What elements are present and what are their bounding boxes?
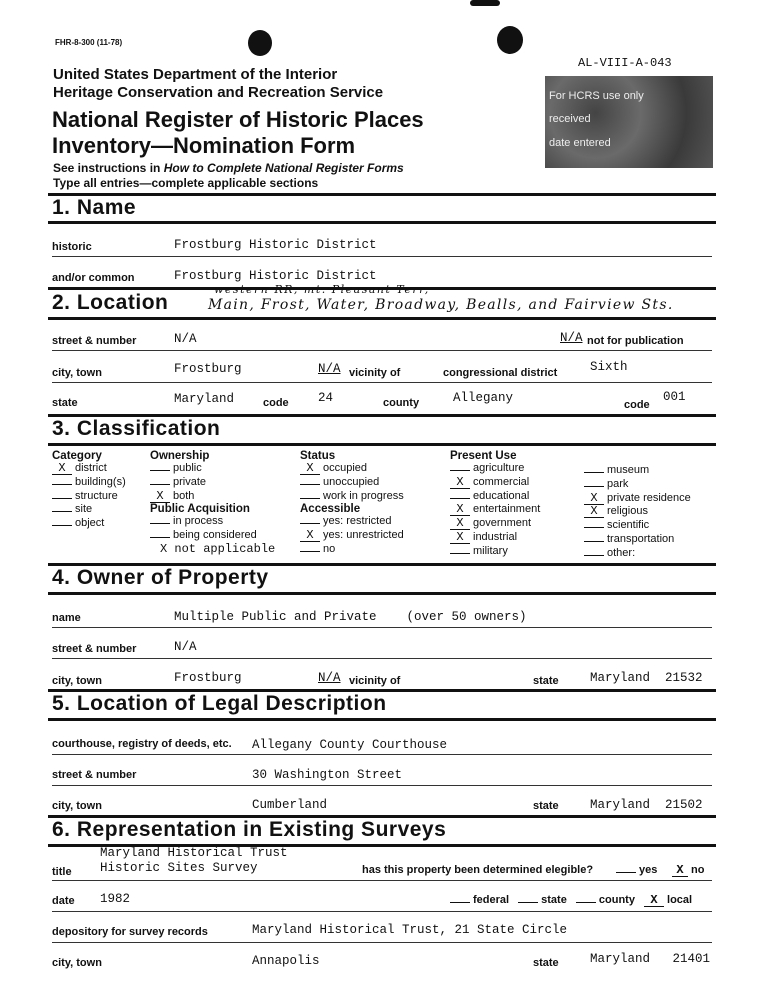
- courthouse-label: courthouse, registry of deeds, etc.: [52, 738, 232, 750]
- survey-state-label: state: [533, 957, 559, 969]
- option-label: educational: [473, 489, 530, 502]
- county-label: county: [383, 397, 420, 409]
- checkbox-mark: [150, 484, 170, 485]
- checkbox-option: [450, 517, 540, 531]
- eligibility-yes: yes: [616, 864, 657, 876]
- checkbox-option: [584, 505, 691, 519]
- checkbox-option: [52, 462, 126, 476]
- vicinity-label: vicinity of: [349, 367, 401, 379]
- checkbox-mark: [300, 551, 320, 552]
- checkbox-option: [150, 490, 275, 504]
- checkbox-option: [450, 503, 540, 517]
- option-label: military: [473, 544, 508, 557]
- owner-city-value: Frostburg: [174, 671, 242, 685]
- date-entered-label: date entered: [549, 137, 611, 149]
- county-code-value: 001: [663, 390, 686, 404]
- department-name: United States Department of the Interior: [53, 66, 338, 83]
- instructions-line2: Type all entries—complete applicable sections: [53, 176, 319, 190]
- checkbox-mark: X: [300, 530, 320, 542]
- option-label: in process: [173, 515, 224, 528]
- state-code-label: code: [263, 397, 289, 409]
- option-label: site: [75, 503, 93, 516]
- survey-date-value: 1982: [100, 892, 131, 906]
- checkbox-option: [584, 492, 691, 506]
- checkbox-option: [150, 529, 275, 543]
- depository-value: Maryland Historical Trust, 21 State Circle: [252, 923, 568, 937]
- street-number-label: street & number: [52, 335, 137, 347]
- owner-vicinity-label: vicinity of: [349, 675, 401, 687]
- option-label: being considered: [173, 529, 257, 542]
- checkbox-mark: [52, 498, 72, 499]
- eligibility-no: X no: [672, 864, 704, 877]
- present-use-column-2: [584, 464, 691, 561]
- ownership-column: [150, 450, 275, 556]
- section-6-title: 6. Representation in Existing Surveys: [52, 818, 447, 841]
- legal-street-label: street & number: [52, 769, 137, 781]
- option-label: object: [75, 517, 105, 530]
- survey-title-label: title: [52, 866, 72, 878]
- option-label: museum: [607, 464, 650, 476]
- legal-state-value: Maryland 21502: [590, 798, 703, 812]
- service-name: Heritage Conservation and Recreation Service: [53, 84, 384, 101]
- checkbox-option: [52, 490, 126, 504]
- checkbox-mark: [150, 470, 170, 471]
- city-town-label: city, town: [52, 367, 102, 379]
- option-label: both: [173, 489, 195, 502]
- status-column: [300, 450, 404, 557]
- section-1-title: 1. Name: [52, 196, 137, 219]
- county-value: Allegany: [453, 391, 514, 405]
- historic-value: Frostburg Historic District: [174, 238, 377, 252]
- option-label: religious: [607, 505, 648, 518]
- checkbox-mark: X: [450, 504, 470, 516]
- legal-city-label: city, town: [52, 800, 102, 812]
- state-label: state: [52, 397, 78, 409]
- checkbox-option: [450, 490, 540, 504]
- checkbox-mark: [150, 537, 170, 538]
- checkbox-mark: X: [450, 477, 470, 489]
- reference-number: AL-VIII-A-043: [578, 56, 672, 70]
- option-label: yes: unrestricted: [323, 529, 404, 542]
- survey-state-value: Maryland 21401: [590, 952, 711, 966]
- checkbox-mark: [52, 525, 72, 526]
- checkbox-option: [584, 533, 691, 547]
- option-label: industrial: [473, 530, 518, 543]
- option-label: agriculture: [473, 462, 525, 474]
- checkbox-mark: X: [150, 491, 170, 503]
- checkbox-option: [300, 515, 404, 529]
- option-label: private: [173, 475, 207, 488]
- federal-checkbox: [450, 902, 470, 903]
- owner-city-label: city, town: [52, 675, 102, 687]
- option-label: structure: [75, 489, 118, 502]
- county-code-label: code: [624, 399, 650, 411]
- section-3-title: 3. Classification: [52, 417, 221, 440]
- survey-level: federal state county X local: [450, 894, 692, 907]
- checkbox-option: [150, 515, 275, 529]
- checkbox-mark: [584, 555, 604, 556]
- option-label: other:: [607, 546, 636, 559]
- checkbox-mark: X: [450, 518, 470, 530]
- option-label: no: [323, 542, 336, 555]
- legal-city-value: Cumberland: [252, 798, 328, 812]
- checkbox-option: [52, 476, 126, 490]
- checkbox-mark: [584, 527, 604, 528]
- city-town-value: Frostburg: [174, 362, 242, 376]
- checkbox-mark: [52, 511, 72, 512]
- survey-title-value-line2: Historic Sites Survey: [100, 861, 258, 875]
- option-label: scientific: [607, 519, 650, 532]
- checkbox-mark: [450, 553, 470, 554]
- form-title-line1: National Register of Historic Places: [52, 107, 424, 132]
- yes-checkbox: [616, 872, 636, 873]
- office-use-box: [545, 76, 713, 168]
- congressional-district-value: Sixth: [590, 360, 628, 374]
- checkbox-mark: X: [450, 532, 470, 544]
- option-label: unoccupied: [323, 475, 380, 488]
- owner-street-value: N/A: [174, 640, 197, 654]
- option-label: district: [75, 462, 107, 474]
- checkbox-option: [450, 476, 540, 490]
- binder-hole-mark: [248, 30, 272, 56]
- form-code: FHR-8-300 (11-78): [55, 38, 123, 47]
- checkbox-option: [584, 547, 691, 561]
- checkbox-option: [300, 476, 404, 490]
- option-label: occupied: [323, 462, 368, 474]
- public-acquisition-heading: Public Acquisition: [150, 503, 250, 516]
- survey-city-label: city, town: [52, 957, 102, 969]
- common-name-value: Frostburg Historic District: [174, 269, 377, 283]
- checkbox-option: [150, 476, 275, 490]
- section-5-title: 5. Location of Legal Description: [52, 692, 387, 715]
- eligibility-question: has this property been determined elegible?: [362, 864, 594, 876]
- option-label: transportation: [607, 532, 675, 545]
- owner-vicinity-mark: N/A: [318, 671, 341, 685]
- option-label: government: [473, 517, 532, 530]
- checkbox-option: [52, 517, 126, 531]
- status-heading: Status: [300, 450, 336, 462]
- form-title-line2: Inventory—Nomination Form: [52, 133, 356, 158]
- section-2-title: 2. Location: [52, 291, 169, 314]
- checkbox-option: [450, 462, 540, 476]
- state-checkbox: [518, 902, 538, 903]
- present-use-column-1: [450, 450, 540, 559]
- congressional-district-label: congressional district: [443, 367, 558, 379]
- ownership-heading: Ownership: [150, 450, 210, 462]
- checkbox-mark: [584, 486, 604, 487]
- historic-label: historic: [52, 241, 92, 253]
- option-label: building(s): [75, 475, 126, 488]
- owner-state-value: Maryland 21532: [590, 671, 703, 685]
- checkbox-mark: X: [300, 463, 320, 475]
- common-name-label: and/or common: [52, 272, 135, 284]
- checkbox-mark: X: [52, 463, 72, 475]
- street-number-value: N/A: [174, 332, 197, 346]
- checkbox-option: [300, 490, 404, 504]
- checkbox-option: [300, 462, 404, 476]
- checkbox-option: [450, 545, 540, 559]
- county-checkbox: [576, 902, 596, 903]
- checkbox-option: [584, 464, 691, 478]
- courthouse-value: Allegany County Courthouse: [252, 738, 448, 752]
- checkbox-option: [450, 531, 540, 545]
- instructions-line1: See instructions in How to Complete National Register Forms: [53, 161, 404, 175]
- binder-hole-mark: [497, 26, 523, 54]
- scan-mark: [470, 0, 500, 6]
- state-code-value: 24: [318, 391, 334, 405]
- survey-title-value-line1: Maryland Historical Trust: [100, 846, 288, 860]
- checkbox-mark: [300, 484, 320, 485]
- option-label: commercial: [473, 475, 530, 488]
- checkbox-mark: [52, 484, 72, 485]
- category-column: [52, 450, 126, 531]
- checkbox-mark: X: [584, 506, 604, 518]
- checkbox-option: [584, 478, 691, 492]
- depository-label: depository for survey records: [52, 926, 208, 938]
- checkbox-option: [150, 462, 275, 476]
- checkbox-mark: [584, 472, 604, 473]
- checkbox-option: [300, 529, 404, 543]
- legal-state-label: state: [533, 800, 559, 812]
- checkbox-mark: [450, 470, 470, 471]
- checkbox-option: [584, 519, 691, 533]
- checkbox-option: [52, 503, 126, 517]
- option-label: park: [607, 477, 629, 490]
- option-label: private residence: [607, 491, 691, 504]
- handwritten-note-line1: western RR, mt. Pleasant Terr,: [214, 283, 430, 296]
- received-label: received: [549, 113, 591, 125]
- handwritten-note-line2: Main, Frost, Water, Broadway, Bealls, and Fairview Sts.: [208, 297, 674, 313]
- not-applicable-entry: X not applicable: [160, 541, 276, 556]
- section-4-title: 4. Owner of Property: [52, 566, 269, 589]
- owner-street-label: street & number: [52, 643, 137, 655]
- checkbox-mark: [300, 498, 320, 499]
- option-label: entertainment: [473, 503, 541, 516]
- legal-street-value: 30 Washington Street: [252, 768, 403, 782]
- vicinity-mark: N/A: [318, 362, 341, 376]
- office-use-label: For HCRS use only: [549, 90, 644, 102]
- owner-state-label: state: [533, 675, 559, 687]
- checkbox-option: [300, 543, 404, 557]
- option-label: public: [173, 462, 202, 474]
- checkbox-mark: [300, 523, 320, 524]
- option-label: work in progress: [323, 489, 404, 502]
- category-heading: Category: [52, 450, 102, 462]
- checkbox-mark: [584, 541, 604, 542]
- survey-city-value: Annapolis: [252, 954, 320, 968]
- checkbox-mark: X: [584, 493, 604, 505]
- option-label: yes: restricted: [323, 515, 392, 528]
- present-use-heading: Present Use: [450, 450, 517, 462]
- owner-name-label: name: [52, 612, 81, 624]
- publication-mark: N/A: [560, 331, 583, 345]
- accessible-heading: Accessible: [300, 503, 361, 516]
- checkbox-mark: [150, 523, 170, 524]
- state-value: Maryland: [174, 392, 235, 406]
- checkbox-mark: [450, 498, 470, 499]
- owner-name-value: Multiple Public and Private (over 50 owners): [174, 610, 527, 624]
- no-checkbox: X: [672, 865, 688, 877]
- survey-date-label: date: [52, 895, 75, 907]
- not-for-publication-label: not for publication: [587, 335, 684, 347]
- local-checkbox: X: [644, 895, 664, 907]
